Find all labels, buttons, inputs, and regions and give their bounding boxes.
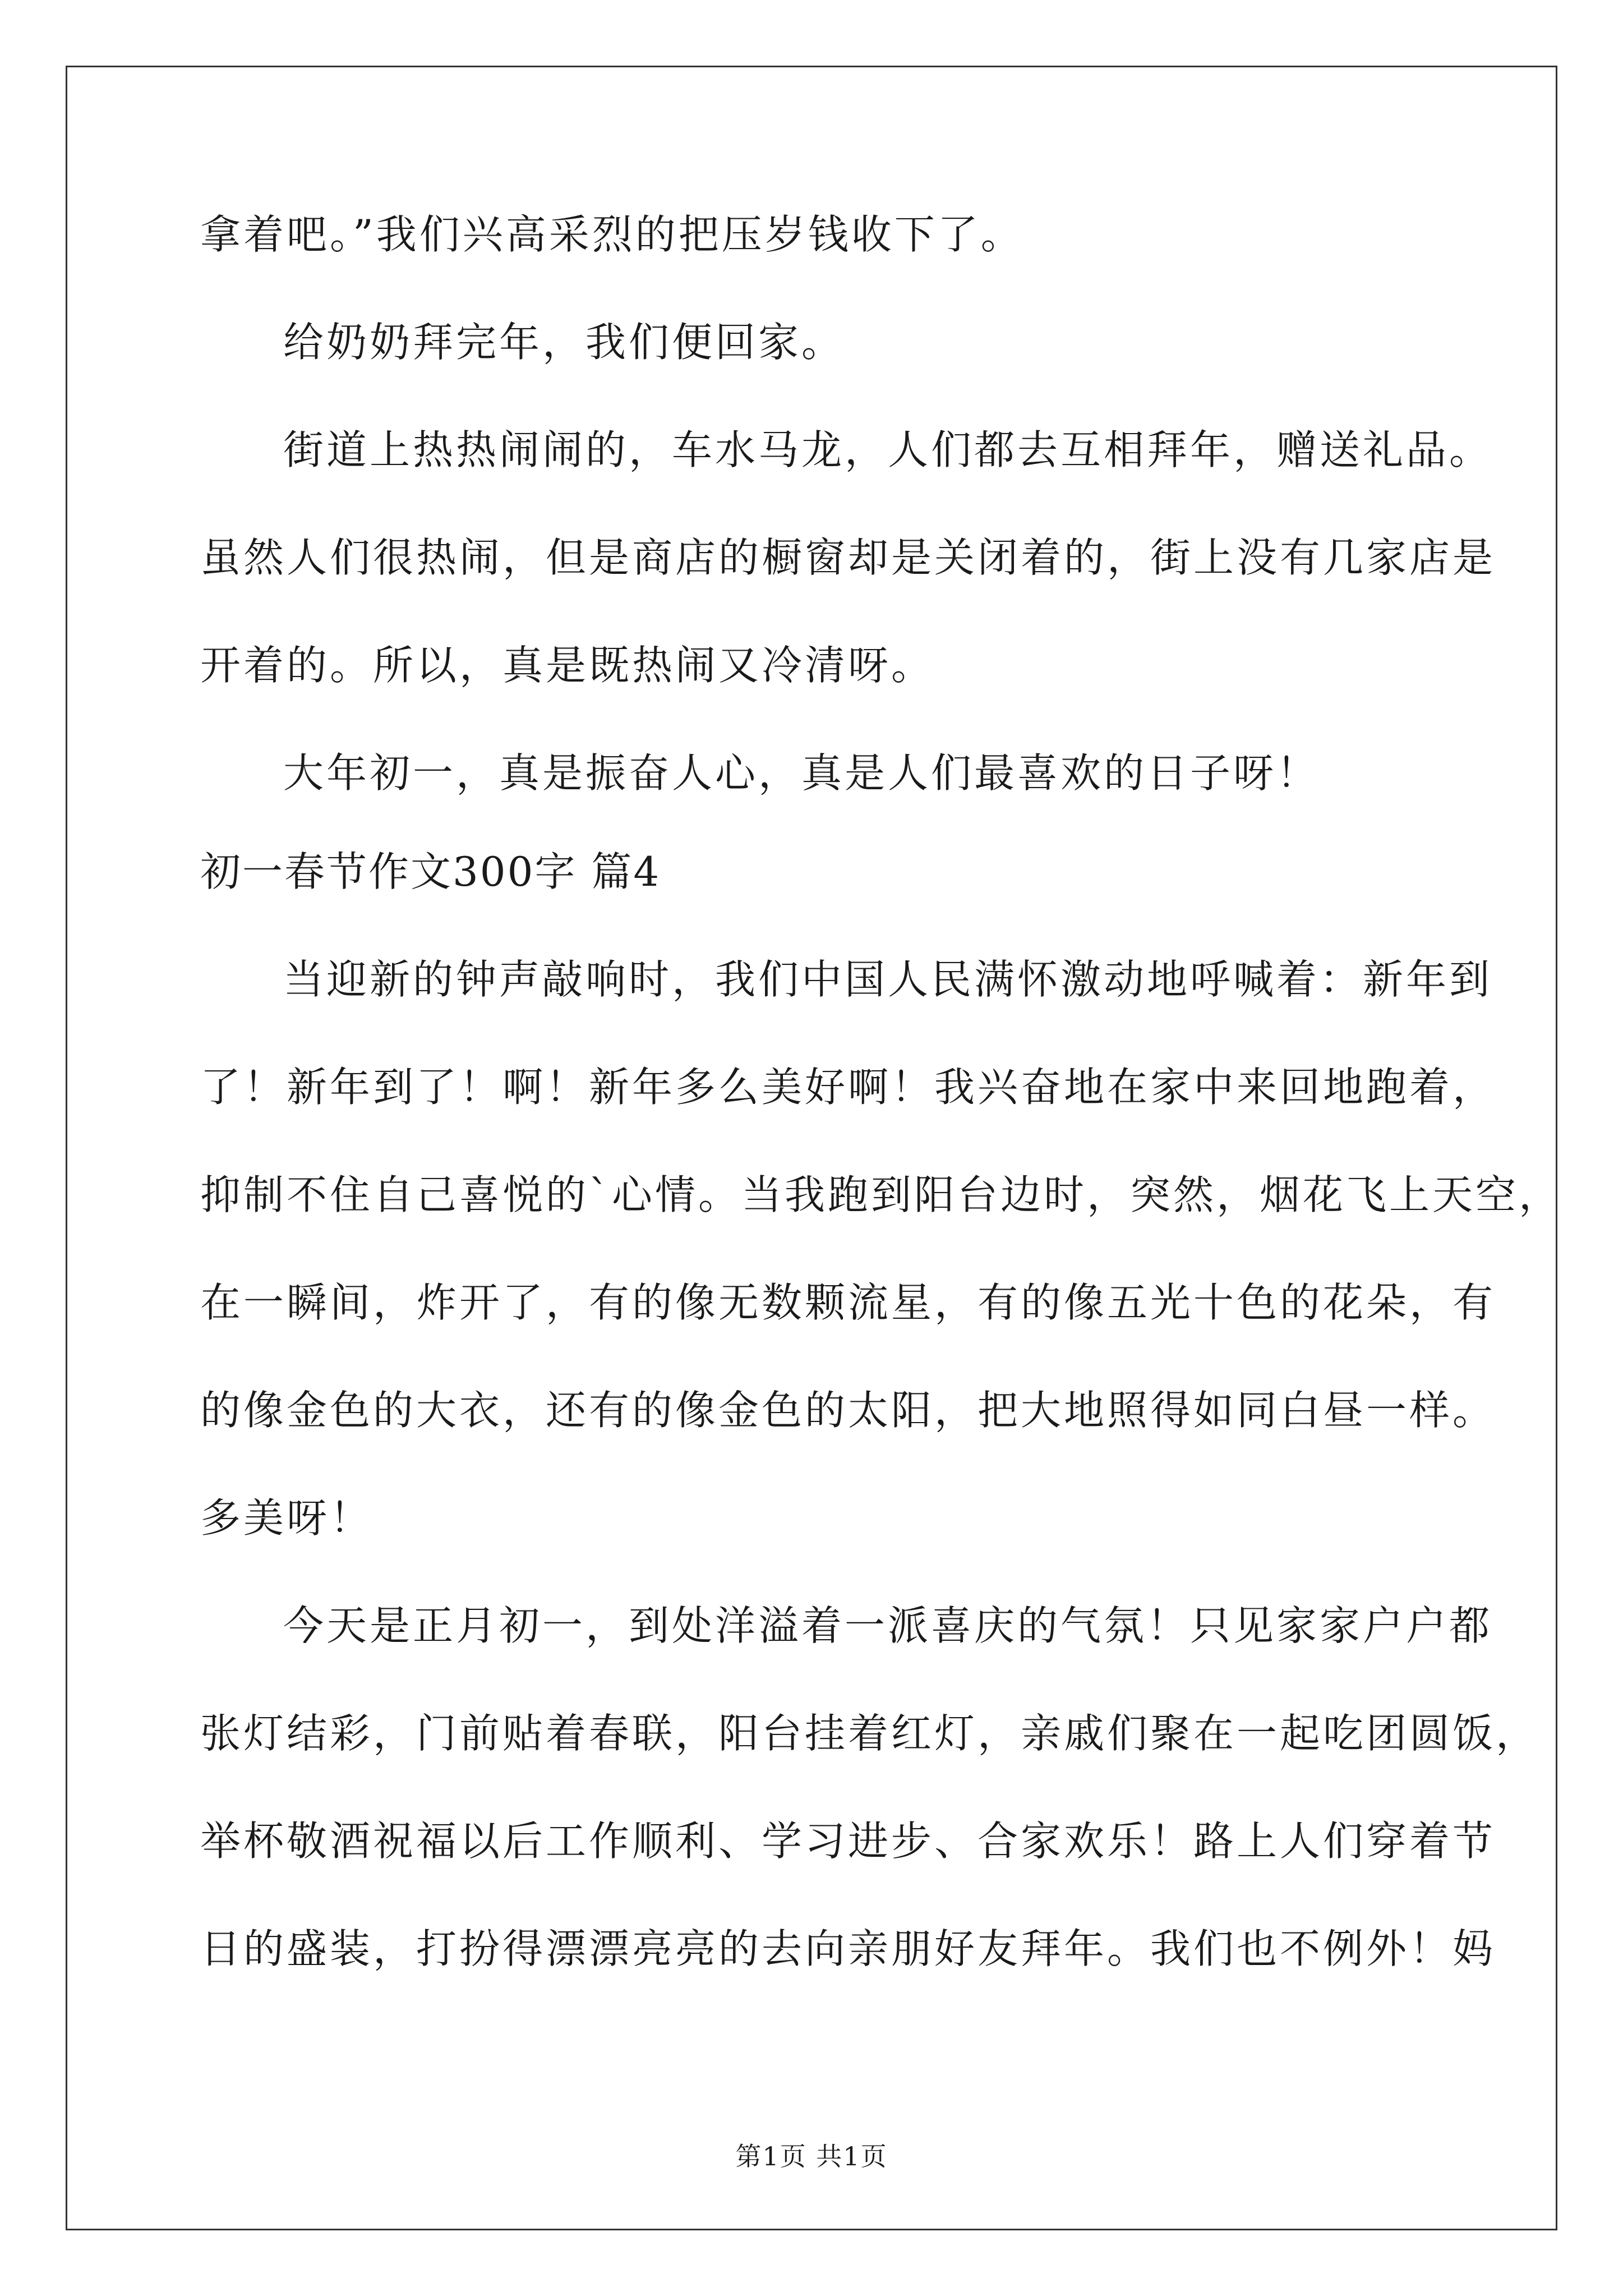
text-line: 的像金色的大衣，还有的像金色的太阳，把大地照得如同白昼一样。 [200, 1387, 1496, 1434]
text-line: 拿着吧。”我们兴高采烈的把压岁钱收下了。 [200, 211, 1024, 258]
text-line: 抑制不住自己喜悦的`心情。当我跑到阳台边时，突然，烟花飞上天空， [200, 1171, 1562, 1218]
text-line: 了！新年到了！啊！新年多么美好啊！我兴奋地在家中来回地跑着， [200, 1064, 1496, 1111]
text-line: 张灯结彩，门前贴着春联，阳台挂着红灯，亲戚们聚在一起吃团圆饭， [200, 1710, 1539, 1757]
text-line: 街道上热热闹闹的，车水马龙，人们都去互相拜年，赠送礼品。 [283, 426, 1493, 473]
text-line: 给奶奶拜完年，我们便回家。 [283, 319, 845, 366]
text-line: 开着的。所以，真是既热闹又冷清呀。 [200, 642, 935, 689]
text-line: 当迎新的钟声敲响时，我们中国人民满怀激动地呼喊着：新年到 [283, 956, 1493, 1003]
text-line: 今天是正月初一，到处洋溢着一派喜庆的气氛！只见家家户户都 [283, 1602, 1493, 1649]
text-line: 日的盛装，打扮得漂漂亮亮的去向亲朋好友拜年。我们也不例外！妈 [200, 1925, 1496, 1972]
text-line: 虽然人们很热闹，但是商店的橱窗却是关闭着的，街上没有几家店是 [200, 534, 1496, 581]
text-line: 大年初一，真是振奋人心，真是人们最喜欢的日子呀！ [283, 749, 1320, 797]
section-heading: 初一春节作文300字 篇4 [200, 848, 661, 895]
text-line: 在一瞬间，炸开了，有的像无数颗流星，有的像五光十色的花朵，有 [200, 1279, 1496, 1326]
text-line: 多美呀！ [200, 1494, 374, 1542]
document-body [200, 208, 1562, 1976]
page-footer: 第1页 共1页 [735, 2141, 888, 2171]
text-line: 举杯敬酒祝福以后工作顺利、学习进步、合家欢乐！路上人们穿着节 [200, 1818, 1496, 1865]
